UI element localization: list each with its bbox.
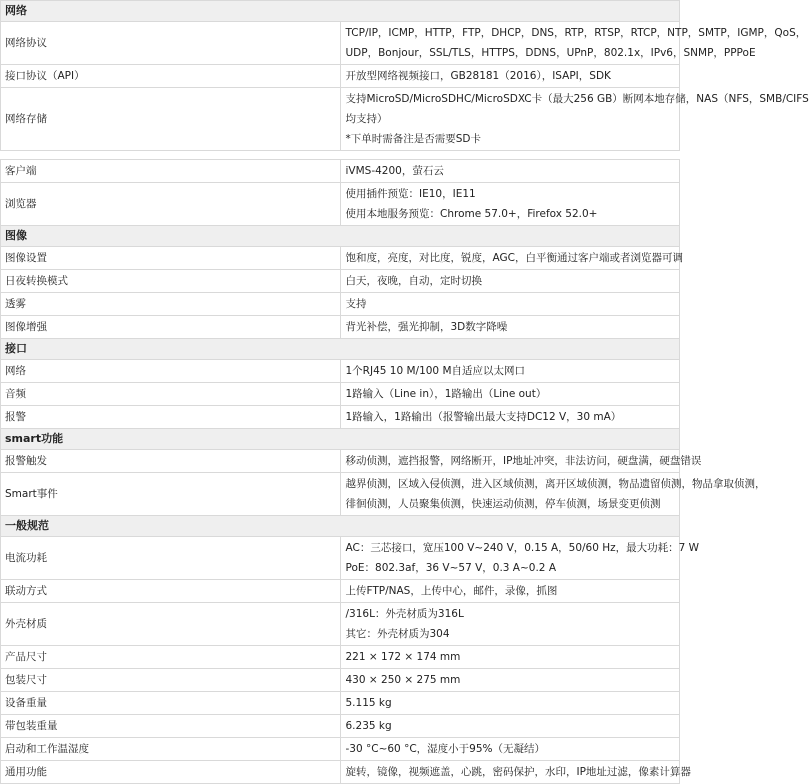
spec-label: 设备重量 (1, 692, 341, 715)
section-title: 图像 (1, 226, 680, 247)
spec-value (340, 646, 680, 669)
spec-value-line: 430 × 250 × 275 mm (345, 674, 461, 686)
spec-value-line: 白天，夜晚，自动，定时切换 (345, 275, 482, 287)
spec-value (340, 183, 680, 226)
spec-row (1, 183, 680, 226)
section-header (1, 339, 680, 360)
spec-value-line: *下单时需备注是否需要SD卡 (345, 133, 481, 145)
spec-row (1, 22, 680, 65)
spec-label: 透雾 (1, 293, 341, 316)
spec-value-line: 使用本地服务预览：Chrome 57.0+，Firefox 52.0+ (345, 208, 598, 220)
spec-value-line: UDP，Bonjour，SSL/TLS，HTTPS，DDNS，UPnP，802.1x，IPv6，SNMP，PPPoE (345, 47, 756, 59)
spec-value (340, 293, 680, 316)
spec-value-line: 6.235 kg (345, 720, 392, 732)
spec-label: 报警触发 (1, 450, 341, 473)
spec-value-line: 上传FTP/NAS，上传中心，邮件，录像，抓图 (345, 585, 558, 597)
spec-row (1, 247, 680, 270)
spec-label: 日夜转换模式 (1, 270, 341, 293)
spec-value (340, 160, 680, 183)
spec-value-line: 1个RJ45 10 M/100 M自适应以太网口 (345, 365, 526, 377)
spec-table-body (1, 1, 809, 784)
spec-value (340, 450, 702, 473)
spec-row (1, 738, 680, 761)
spec-value-line: 1路输入（Line in），1路输出（Line out） (345, 388, 547, 400)
spec-label: 联动方式 (1, 580, 341, 603)
spec-row (1, 406, 680, 429)
spec-value (340, 692, 680, 715)
spec-value-line: 支持 (345, 298, 367, 310)
spec-row (1, 270, 680, 293)
spec-value (340, 580, 680, 603)
section-title: 接口 (1, 339, 680, 360)
section-header (1, 226, 680, 247)
spec-row (1, 715, 680, 738)
section-header (1, 1, 680, 22)
spec-value-line: /316L：外壳材质为316L (345, 608, 464, 620)
spec-label: 图像增强 (1, 316, 341, 339)
spec-value-line: PoE：802.3af，36 V~57 V，0.3 A~0.2 A (345, 562, 557, 574)
spec-value-line: AC：三芯接口，宽压100 V~240 V，0.15 A，50/60 Hz，最大功耗：7 W (345, 542, 700, 554)
spec-value (340, 360, 680, 383)
spec-value-line: -30 °C~60 °C，湿度小于95%（无凝结） (345, 743, 545, 755)
spec-row (1, 293, 680, 316)
spec-row (1, 65, 680, 88)
spec-value (340, 537, 700, 580)
spec-value-line: 越界侦测，区域入侵侦测，进入区域侦测，离开区域侦测，物品遗留侦测，物品拿取侦测， (345, 478, 766, 490)
spec-row (1, 603, 680, 646)
spec-value (340, 473, 766, 516)
spec-value (340, 270, 680, 293)
spec-value (340, 603, 680, 646)
section-title: smart功能 (1, 429, 680, 450)
spec-value (340, 383, 680, 406)
spec-label: Smart事件 (1, 473, 341, 516)
spec-value (340, 247, 683, 270)
spec-row (1, 669, 680, 692)
spec-value (340, 65, 680, 88)
spec-label: 通用功能 (1, 761, 341, 784)
section-title: 一般规范 (1, 516, 680, 537)
spec-label: 网络 (1, 360, 341, 383)
spec-row (1, 88, 680, 151)
spec-value-line: 饱和度，亮度，对比度，锐度，AGC，白平衡通过客户端或者浏览器可调 (345, 252, 683, 264)
spec-value (340, 316, 680, 339)
spec-label: 电流功耗 (1, 537, 341, 580)
spec-row (1, 580, 680, 603)
spec-row (1, 692, 680, 715)
spec-value-line: 使用插件预览：IE10，IE11 (345, 188, 476, 200)
spec-row (1, 450, 680, 473)
spec-value-line: 背光补偿，强光抑制，3D数字降噪 (345, 321, 508, 333)
spec-value-line: 5.115 kg (345, 697, 392, 709)
spec-value (340, 669, 680, 692)
spec-row (1, 646, 680, 669)
spec-label: 外壳材质 (1, 603, 341, 646)
spec-value (340, 88, 809, 151)
gap-cell (1, 151, 680, 160)
spec-label: 网络协议 (1, 22, 341, 65)
spec-label: 带包装重量 (1, 715, 341, 738)
spec-label: 产品尺寸 (1, 646, 341, 669)
spec-row (1, 537, 680, 580)
spec-value (340, 738, 680, 761)
spec-value (340, 406, 680, 429)
spec-label: 接口协议（API） (1, 65, 341, 88)
spec-value-line: 旋转，镜像，视频遮盖，心跳，密码保护，水印，IP地址过滤，像素计算器 (345, 766, 691, 778)
section-gap (1, 151, 680, 160)
spec-value (340, 22, 807, 65)
spec-row (1, 316, 680, 339)
spec-label: 网络存储 (1, 88, 341, 151)
spec-value-line: 徘徊侦测，人员聚集侦测，快速运动侦测，停车侦测，场景变更侦测 (345, 498, 661, 510)
spec-value (340, 715, 680, 738)
spec-row (1, 360, 680, 383)
spec-row (1, 383, 680, 406)
spec-value-line: 其它：外壳材质为304 (345, 628, 450, 640)
section-title: 网络 (1, 1, 680, 22)
spec-label: 包装尺寸 (1, 669, 341, 692)
spec-value-line: 均支持） (345, 113, 388, 125)
spec-row (1, 160, 680, 183)
spec-value-line: 221 × 172 × 174 mm (345, 651, 461, 663)
spec-label: 启动和工作温湿度 (1, 738, 341, 761)
spec-value-line: 支持MicroSD/MicroSDHC/MicroSDXC卡（最大256 GB）断网本地存储，NAS（NFS，SMB/CIFS (345, 93, 809, 105)
spec-label: 客户端 (1, 160, 341, 183)
spec-row (1, 761, 680, 784)
spec-value-line: 开放型网络视频接口，GB28181（2016），ISAPI，SDK (345, 70, 611, 82)
spec-value (340, 761, 691, 784)
spec-label: 报警 (1, 406, 341, 429)
spec-value-line: 移动侦测，遮挡报警，网络断开，IP地址冲突，非法访问，硬盘满，硬盘错误 (345, 455, 702, 467)
spec-value-line: iVMS-4200，萤石云 (345, 165, 444, 177)
spec-row (1, 473, 680, 516)
spec-value-line: TCP/IP，ICMP，HTTP，FTP，DHCP，DNS，RTP，RTSP，RTCP，NTP，SMTP，IGMP，QoS， (345, 27, 807, 39)
spec-label: 图像设置 (1, 247, 341, 270)
spec-label: 浏览器 (1, 183, 341, 226)
section-header (1, 429, 680, 450)
spec-label: 音频 (1, 383, 341, 406)
section-header (1, 516, 680, 537)
spec-value-line: 1路输入，1路输出（报警输出最大支持DC12 V，30 mA） (345, 411, 622, 423)
